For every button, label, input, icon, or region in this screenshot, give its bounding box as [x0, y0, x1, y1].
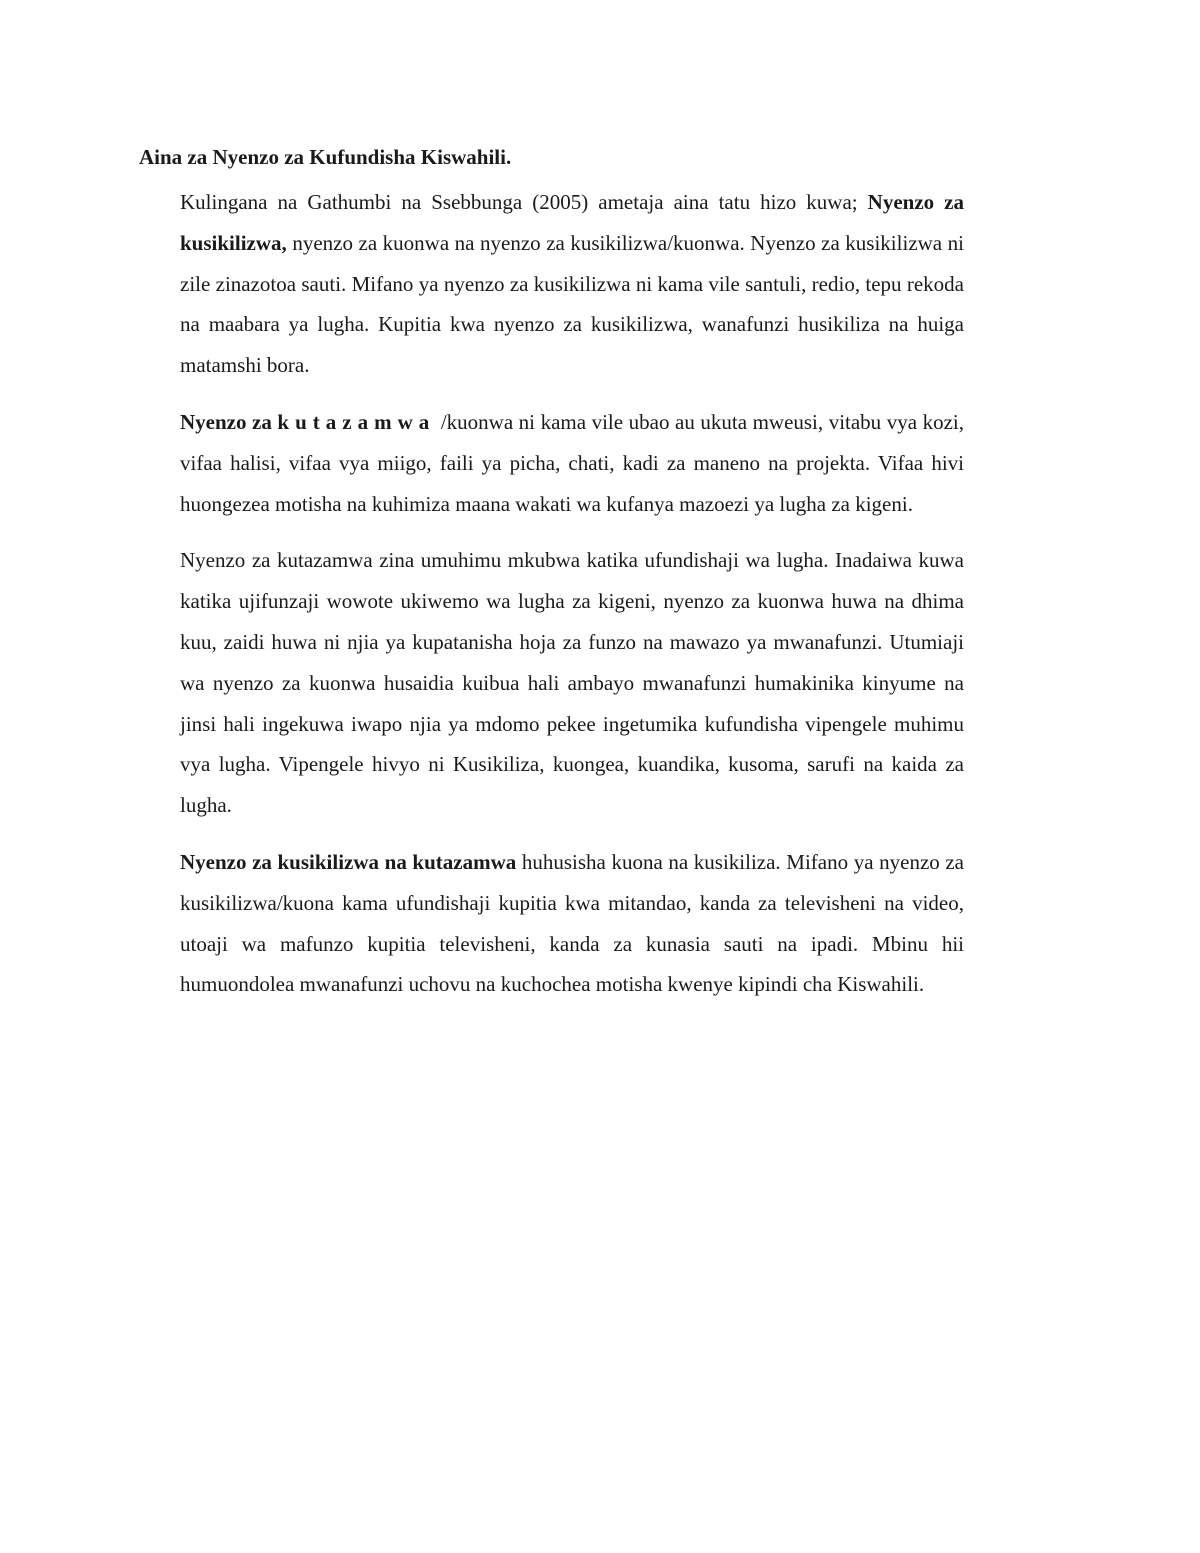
paragraph-1-lead: Kulingana na Gathumbi na Ssebbunga (2005) ametaja aina tatu hizo kuwa; — [180, 190, 858, 214]
paragraph-2-text: /kuonwa ni kama vile ubao au ukuta mweusi, vitabu vya kozi, vifaa halisi, vifaa vya miigo, faili ya picha, chati, kadi za maneno na projekta. Vifaa hivi huongezea motisha na kuhimiza maana wakati wa kufanya mazoezi ya lugha za kigeni. — [180, 409, 965, 516]
paragraph-3: Nyenzo za kutazamwa zina umuhimu mkubwa katika ufundishaji wa lugha. Inadaiwa kuwa katika ujifunzaji wowote ukiwemo wa lugha za kigeni, nyenzo za kuonwa huwa na dhima kuu, zaidi huwa ni njia ya kupatanisha hoja za funzo na mawazo ya mwanafunzi. Utumiaji wa nyenzo za kuonwa husaidia kuibua hali ambayo mwanafunzi humakinika kinyume na jinsi hali ingekuwa iwapo njia ya mdomo pekee ingetumika kufundisha vipengele muhimu vya lugha. Vipengele hivyo ni Kusikiliza, kuongea, kuandika, kusoma, sarufi na kaida za lugha. — [180, 548, 964, 818]
paragraph-1-bold-term: Nyenzo za kusikilizwa, — [180, 190, 964, 255]
paragraph-2-bold-term-b: kutazamwa — [277, 409, 436, 434]
paragraph-2 — [180, 402, 964, 524]
paragraph-1 — [180, 182, 964, 386]
document-body — [180, 182, 964, 1021]
document-heading: Aina za Nyenzo za Kufundisha Kiswahili. — [139, 145, 512, 169]
paragraph-4 — [180, 842, 964, 1005]
paragraph-4-text: huhusisha kuona na kusikiliza. Mifano ya nyenzo za kusikilizwa/kuona kama ufundishaji kupitia kwa mitandao, kanda za televisheni na video, utoaji wa mafunzo kupitia televisheni, kanda za kunasia sauti na ipadi. Mbinu hii humuondolea mwanafunzi uchovu na kuchochea motisha kwenye kipindi cha Kiswahili. — [180, 849, 964, 997]
paragraph-4-bold-term: Nyenzo za kusikilizwa na kutazamwa — [180, 849, 517, 874]
paragraph-2-bold-term-a: Nyenzo za — [180, 409, 272, 434]
paragraph-1-text: nyenzo za kuonwa na nyenzo za kusikilizwa/kuonwa. Nyenzo za kusikilizwa ni zile zinazotoa sauti. Mifano ya nyenzo za kusikilizwa ni kama vile santuli, redio, tepu rekoda na maabara ya lugha. Kupitia kwa nyenzo za kusikilizwa, wanafunzi husikiliza na huiga matamshi bora. — [180, 230, 964, 378]
